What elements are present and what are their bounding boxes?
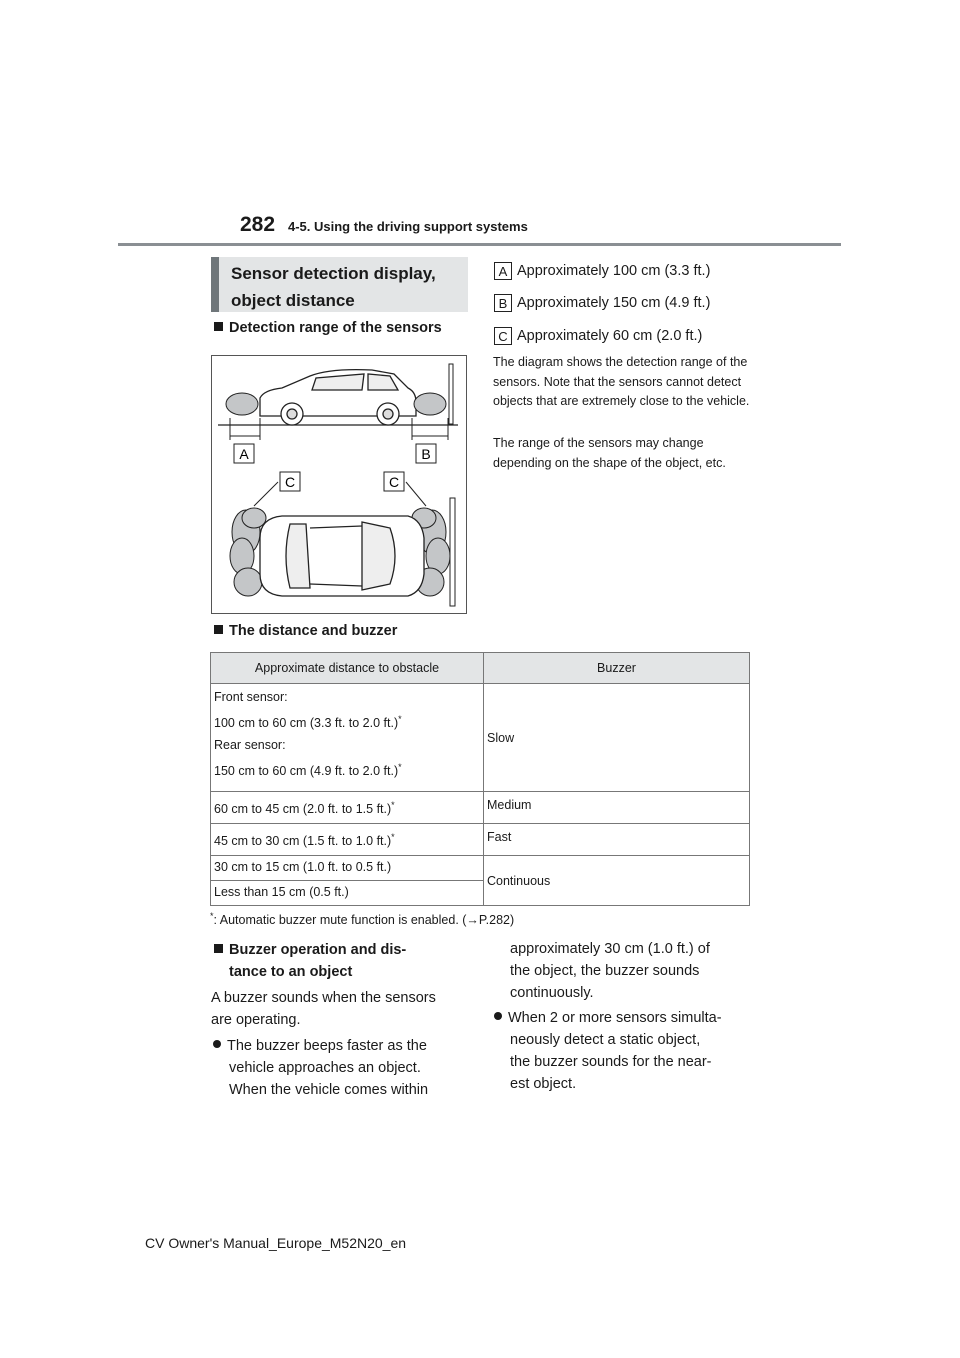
distance-cell: 60 cm to 45 cm (2.0 ft. to 1.5 ft.)* — [211, 792, 484, 824]
buzzer-cell: Slow — [484, 684, 750, 792]
column-header-distance: Approximate distance to obstacle — [211, 653, 484, 684]
letter-badge: C — [494, 327, 512, 345]
letter-badge: B — [494, 294, 512, 312]
buzzer-cell: Medium — [484, 792, 750, 824]
table-row — [211, 824, 750, 856]
buzzer-cell: Fast — [484, 824, 750, 856]
column-header-buzzer: Buzzer — [484, 653, 750, 684]
diagram-label-a: A — [239, 446, 249, 462]
buzzer-operation-heading: Buzzer operation and dis- tance to an object — [214, 939, 406, 983]
section-heading: Sensor detection display, object distance — [211, 257, 468, 312]
diagram-note: The diagram shows the detection range of the sensors. Note that the sensors cannot detect objects that are extremely close to the vehicle. — [493, 355, 750, 408]
table-row — [211, 684, 750, 792]
page-number: 282 — [240, 213, 276, 236]
distance-cell: Front sensor: 100 cm to 60 cm (3.3 ft. to 2.0 ft.)* Rear sensor: 150 cm to 60 cm (4.9 ft. to 2.0 ft.)* — [211, 684, 484, 792]
square-bullet-icon — [214, 322, 223, 331]
section-title: 4-5. Using the driving support systems — [288, 219, 528, 234]
detection-heading: Detection range of the sensors — [214, 320, 442, 336]
table-footnote: *: Automatic buzzer mute function is enabled. (→P.282) — [210, 911, 515, 928]
bullet-icon — [213, 1040, 221, 1048]
sensor-range-illustration — [212, 356, 466, 613]
header-rule — [118, 243, 841, 246]
footer-doc-id: CV Owner's Manual_Europe_M52N20_en — [145, 1235, 407, 1251]
diagram-label-b: B — [421, 446, 431, 462]
range-item-c: C Approximately 60 cm (2.0 ft.) — [494, 326, 702, 347]
bullet-item-1-continued: approximately 30 cm (1.0 ft.) of the object, the buzzer sounds continuously. — [510, 941, 710, 1001]
range-item-b: B Approximately 150 cm (4.9 ft.) — [494, 293, 710, 314]
letter-badge: A — [494, 262, 512, 280]
range-item-a: A Approximately 100 cm (3.3 ft.) — [494, 261, 710, 282]
table-header-row — [211, 653, 750, 684]
distance-cell: 45 cm to 30 cm (1.5 ft. to 1.0 ft.)* — [211, 824, 484, 856]
distance-cell: 30 cm to 15 cm (1.0 ft. to 0.5 ft.) — [211, 856, 484, 881]
table-row — [211, 792, 750, 824]
buzzer-cell: Continuous — [484, 856, 750, 906]
buzzer-intro: A buzzer sounds when the sensors are operating. — [211, 990, 436, 1028]
bullet-icon — [494, 1012, 502, 1020]
range-note: The range of the sensors may change depending on the shape of the object, etc. — [493, 436, 726, 470]
bullet-item-1: The buzzer beeps faster as the vehicle approaches an object. When the vehicle comes within — [213, 1035, 428, 1101]
car-side-view — [260, 370, 416, 425]
sensor-diagram — [211, 355, 467, 614]
diagram-label-c-right: C — [388, 474, 400, 490]
distance-buzzer-heading: The distance and buzzer — [214, 623, 397, 639]
diagram-label-c-left: C — [284, 474, 296, 490]
car-top-view — [260, 516, 424, 596]
square-bullet-icon — [214, 944, 223, 953]
table-row — [211, 856, 750, 881]
distance-buzzer-table — [210, 652, 750, 906]
distance-cell: Less than 15 cm (0.5 ft.) — [211, 881, 484, 906]
square-bullet-icon — [214, 625, 223, 634]
bullet-item-2: When 2 or more sensors simulta- neously detect a static object, the buzzer sounds for the near- est object. — [494, 1007, 722, 1095]
